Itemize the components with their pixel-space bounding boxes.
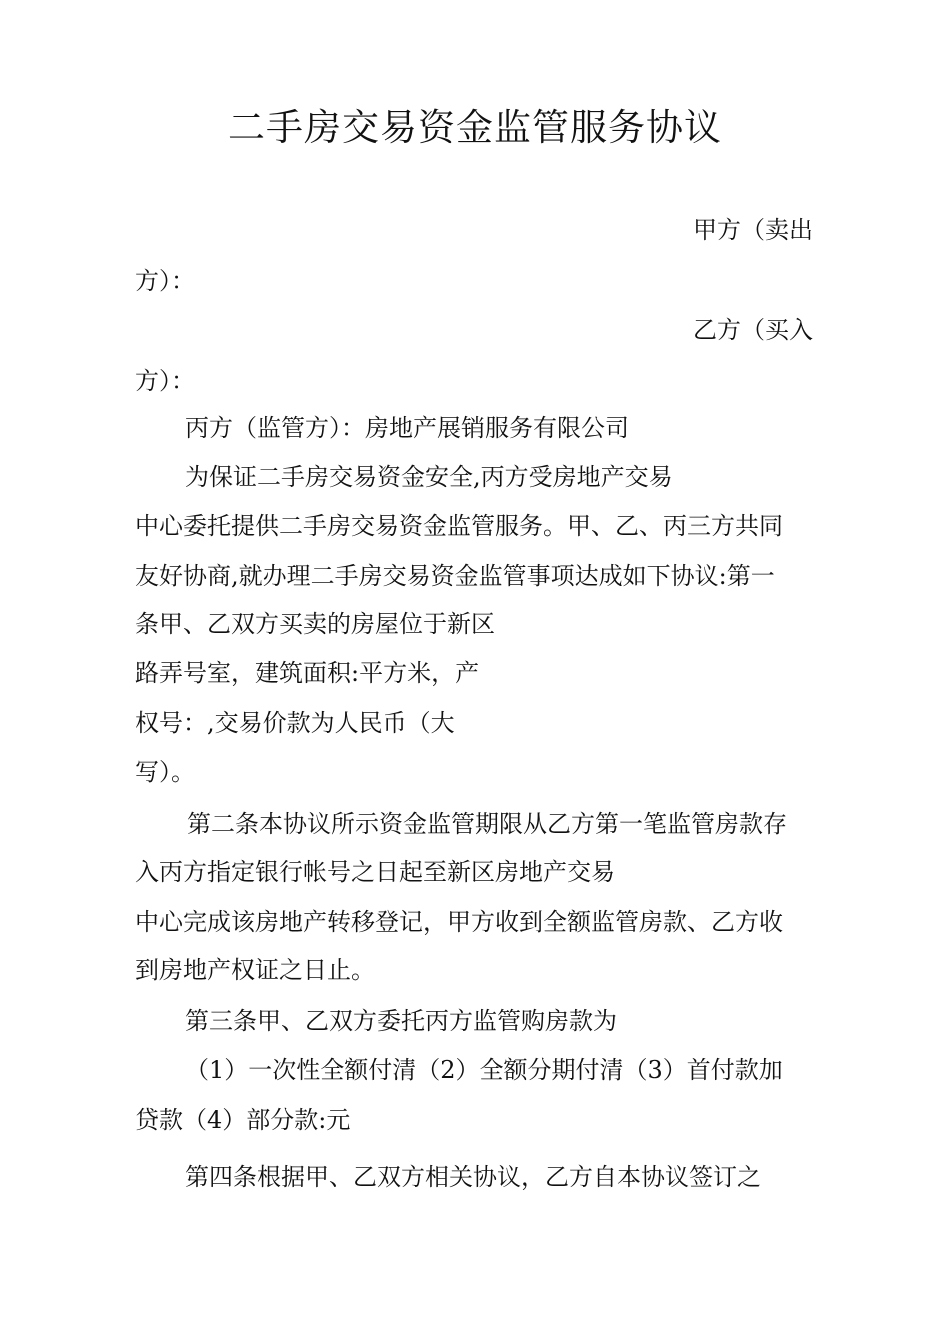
article-1-line-4: 写）。	[135, 758, 195, 786]
article-2-line-3: 中心完成该房地产转移登记，甲方收到全额监管房款、乙方收	[135, 908, 783, 936]
party-b-label-cont: 方）：	[135, 367, 195, 395]
article-3-line-2: （1）一次性全额付清（2）全额分期付清（3）首付款加	[185, 1056, 783, 1084]
party-b-label: 乙方（买入	[693, 316, 813, 344]
party-a-label-cont: 方）：	[135, 267, 195, 295]
article-2-line-1: 第二条本协议所示资金监管期限从乙方第一笔监管房款存	[187, 810, 787, 838]
article-2-line-4: 到房地产权证之日止。	[135, 956, 375, 984]
article-3-line-3: 贷款（4）部分款:元	[135, 1106, 351, 1134]
party-c-label: 丙方（监管方）：房地产展销服务有限公司	[185, 414, 629, 442]
article-2-line-2: 入丙方指定银行帐号之日起至新区房地产交易	[135, 858, 615, 886]
article-3-line-1: 第三条甲、乙双方委托丙方监管购房款为	[185, 1007, 617, 1035]
preamble-line-3: 友好协商,就办理二手房交易资金监管事项达成如下协议:第一	[135, 562, 775, 590]
preamble-line-1: 为保证二手房交易资金安全,丙方受房地产交易	[185, 463, 673, 491]
document-title: 二手房交易资金监管服务协议	[228, 106, 722, 149]
article-1-line-3: 权号：,交易价款为人民币（大	[135, 709, 455, 737]
article-1-line-1: 条甲、乙双方买卖的房屋位于新区	[135, 610, 495, 638]
article-4-line-1: 第四条根据甲、乙双方相关协议，乙方自本协议签订之	[185, 1163, 761, 1191]
party-a-label: 甲方（卖出	[693, 216, 813, 244]
article-1-line-2: 路弄号室，建筑面积:平方米，产	[135, 659, 480, 687]
preamble-line-2: 中心委托提供二手房交易资金监管服务。甲、乙、丙三方共同	[135, 512, 783, 540]
